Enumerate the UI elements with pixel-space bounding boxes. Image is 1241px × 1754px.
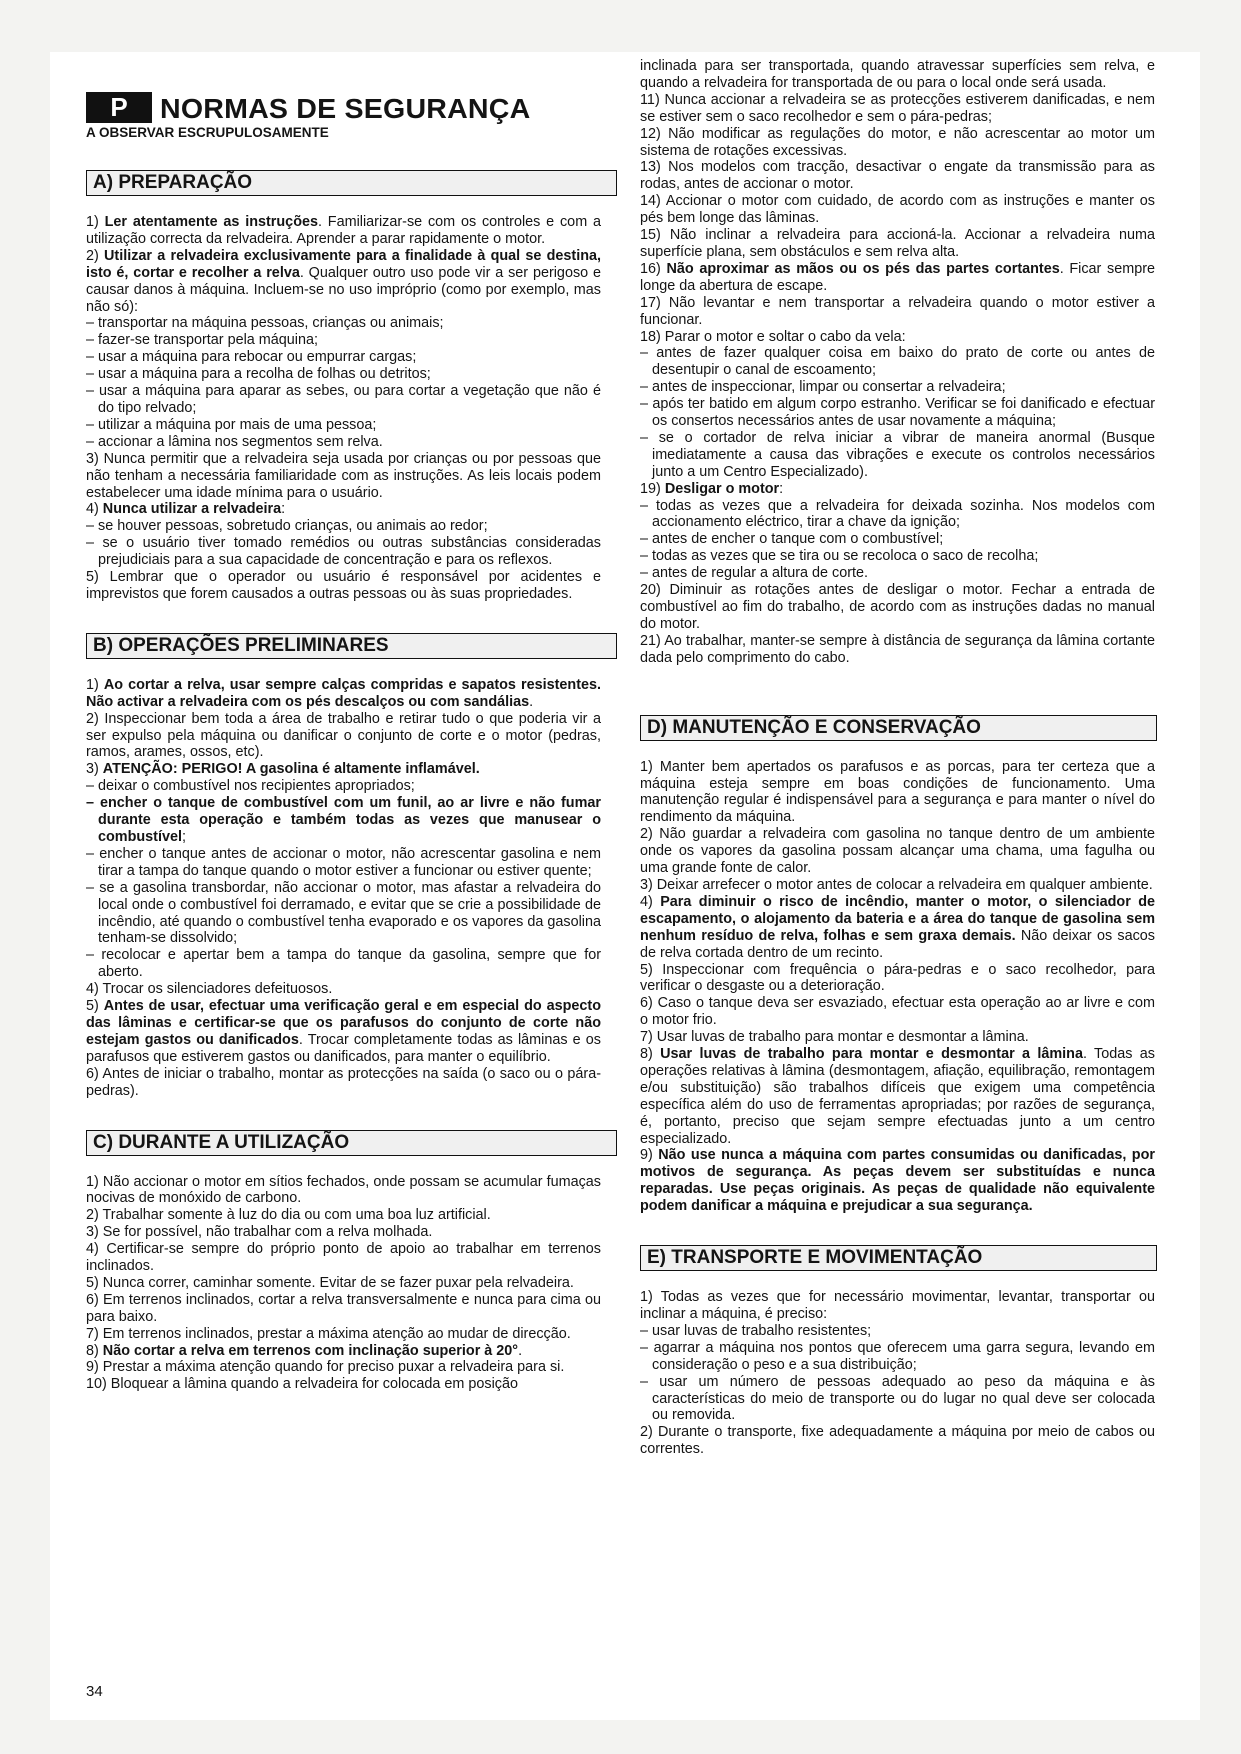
paragraph: 3) Nunca permitir que a relvadeira seja usada por crianças ou por pessoas que não tenham a necessária familiaridade com as instruções. As leis locais podem estabelecer uma idade mínima para o usuário. <box>86 450 601 501</box>
paragraph: 4) Trocar os silenciadores defeituosos. <box>86 981 333 998</box>
section-b-body <box>86 677 601 1100</box>
list-item: – usar a máquina para a recolha de folhas ou detritos; <box>86 366 431 383</box>
paragraph: 12) Não modificar as regulações do motor, e não acrescentar ao motor um sistema de rotações excessivas. <box>640 125 1155 159</box>
paragraph: 2) Trabalhar somente à luz do dia ou com uma boa luz artificial. <box>86 1207 491 1224</box>
paragraph: 8) Usar luvas de trabalho para montar e desmontar a lâmina. Todas as operações relativas à lâmina (desmontagem, afiação, equilibração, remontagem e/ou substituição) são trabalhos difíceis que exigem uma competência específica além do uso de ferramentas apropriadas; por razões de segurança, é, portanto, preciso que sejam sempre efectuadas junto a um centro especializado. <box>640 1046 1155 1147</box>
section-e-heading: E) TRANSPORTE E MOVIMENTAÇÃO <box>640 1245 1157 1271</box>
paragraph: 1) Manter bem apertados os parafusos e as porcas, para ter certeza que a máquina esteja sempre em boas condições de funcionamento. Uma manutenção regular é indispensável para a segurança e para manter o nível do rendimento da máquina. <box>640 758 1155 826</box>
list-item: – agarrar a máquina nos pontos que oferecem uma garra segura, levando em consideração o peso e a sua distribuição; <box>640 1339 1155 1373</box>
paragraph: 18) Parar o motor e soltar o cabo da vela: <box>640 328 906 345</box>
list-item: – antes de fazer qualquer coisa em baixo do prato de corte ou antes de desentupir o canal de escoamento; <box>640 345 1155 379</box>
paragraph: 2) Utilizar a relvadeira exclusivamente para a finalidade à qual se destina, isto é, cortar e recolher a relva. Qualquer outro uso pode vir a ser perigoso e causar danos à máquina. Incluem-se no uso impróprio (como por exemplo, mas não só): <box>86 247 602 315</box>
paragraph: 20) Diminuir as rotações antes de desligar o motor. Fechar a entrada de combustível ao fim do trabalho, de acordo com as instruções dadas no manual do motor. <box>640 582 1155 632</box>
paragraph: 1) Ao cortar a relva, usar sempre calças compridas e sapatos resistentes. Não activar a relvadeira com os pés descalços ou com sandálias. <box>86 676 601 710</box>
page-number: 34 <box>86 1683 103 1700</box>
paragraph: 7) Em terrenos inclinados, prestar a máxima atenção ao mudar de direcção. <box>86 1325 571 1342</box>
paragraph: 1) Todas as vezes que for necessário movimentar, levantar, transportar ou inclinar a máquina, é preciso: <box>640 1289 1155 1322</box>
paragraph: 5) Antes de usar, efectuar uma verificação geral e em especial do aspecto das lâminas e certificar-se que os parafusos do conjunto de corte não estejam gastos ou danificados. Trocar completamente todas as lâminas e os parafusos que estiverem gastos ou danificados, para manter o equilíbrio. <box>86 998 601 1065</box>
paragraph: 11) Nunca accionar a relvadeira se as protecções estiverem danificadas, e nem se estiver sem o saco recolhedor e sem o pára-pedras; <box>640 91 1155 125</box>
list-item: – usar a máquina para rebocar ou empurrar cargas; <box>86 349 417 366</box>
list-item: – se houver pessoas, sobretudo crianças, ou animais ao redor; <box>86 518 488 535</box>
right-column <box>640 58 1156 1458</box>
section-c-heading: C) DURANTE A UTILIZAÇÃO <box>86 1130 617 1156</box>
list-item: – usar a máquina para aparar as sebes, ou para cortar a vegetação que não é do tipo relvado; <box>86 383 601 416</box>
list-item: – se a gasolina transbordar, não accionar o motor, mas afastar a relvadeira do local onde o combustível foi derramado, e evitar que se crie a possibilidade de incêndio, até quando o combustível tenha evaporado e os vapores da gasolina tenham-se dissolvido; <box>86 879 601 947</box>
list-item: – todas as vezes que se tira ou se recoloca o saco de recolha; <box>640 548 1039 565</box>
paragraph: 1) Ler atentamente as instruções. Familiarizar-se com os controles e com a utilização correcta da relvadeira. Aprender a parar rapidamente o motor. <box>86 214 601 247</box>
page-header <box>86 92 601 123</box>
list-item: – se o cortador de relva iniciar a vibrar de maneira anormal (Busque imediatamente a causa das vibrações e execute os controlos necessários junto a um Centro Especializado). <box>640 429 1155 480</box>
paragraph: 15) Não inclinar a relvadeira para accioná-la. Accionar a relvadeira numa superfície plana, sem obstáculos e sem relva alta. <box>640 227 1155 260</box>
paragraph: 2) Não guardar a relvadeira com gasolina no tanque dentro de um ambiente onde os vapores da gasolina possam alcançar uma chama, uma fagulha ou uma grande fonte de calor. <box>640 826 1155 877</box>
list-item: – antes de inspeccionar, limpar ou consertar a relvadeira; <box>640 379 1006 396</box>
manual-page <box>50 52 1200 1720</box>
list-item: – accionar a lâmina nos segmentos sem relva. <box>86 433 383 450</box>
section-c-continued <box>640 58 1155 667</box>
list-item: – após ter batido em algum corpo estranho. Verificar se foi danificado e efectuar os consertos necessários antes de usar novamente a máquina; <box>640 396 1155 430</box>
paragraph: 7) Usar luvas de trabalho para montar e desmontar a lâmina. <box>640 1029 1029 1046</box>
section-a-heading: A) PREPARAÇÃO <box>86 170 617 196</box>
paragraph: 2) Inspeccionar bem toda a área de trabalho e retirar tudo o que poderia vir a ser expulso pela máquina ou danificar o conjunto de corte e o motor (pedras, ramos, arames, ossos, etc). <box>86 710 601 761</box>
list-item: – encher o tanque antes de accionar o motor, não acrescentar gasolina e nem tirar a tampa do tanque quando o motor estiver a funcionar ou estiver quente; <box>86 845 601 879</box>
list-item: – deixar o combustível nos recipientes apropriados; <box>86 778 415 795</box>
paragraph: 16) Não aproximar as mãos ou os pés das partes cortantes. Ficar sempre longe da abertura de escape. <box>640 260 1155 294</box>
paragraph: 6) Caso o tanque deva ser esvaziado, efectuar esta operação ao ar livre e com o motor frio. <box>640 995 1155 1029</box>
paragraph: 21) Ao trabalhar, manter-se sempre à distância de segurança da lâmina cortante dada pelo comprimento do cabo. <box>640 632 1155 666</box>
paragraph: 13) Nos modelos com tracção, desactivar o engate da transmissão para as rodas, antes de accionar o motor. <box>640 159 1155 193</box>
paragraph: 5) Nunca correr, caminhar somente. Evitar de se fazer puxar pela relvadeira. <box>86 1274 574 1291</box>
paragraph: 8) Não cortar a relva em terrenos com inclinação superior à 20°. <box>86 1342 523 1359</box>
list-item: – antes de regular a altura de corte. <box>640 565 868 582</box>
paragraph: 1) Não accionar o motor em sítios fechados, onde possam se acumular fumaças nocivas de monóxido de carbono. <box>86 1173 601 1207</box>
paragraph: 19) Desligar o motor: <box>640 480 784 497</box>
paragraph: 2) Durante o transporte, fixe adequadamente a máquina por meio de cabos ou correntes. <box>640 1424 1155 1458</box>
list-item: – encher o tanque de combustível com um funil, ao ar livre e não fumar durante esta operação e também todas as vezes que manusear o combustível; <box>86 795 601 845</box>
paragraph: 6) Antes de iniciar o trabalho, montar as protecções na saída (o saco ou o pára-pedras). <box>86 1065 601 1099</box>
page-title: NORMAS DE SEGURANÇA <box>160 93 531 124</box>
section-d-heading: D) MANUTENÇÃO E CONSERVAÇÃO <box>640 715 1157 741</box>
section-a-body <box>86 214 601 603</box>
paragraph: 6) Em terrenos inclinados, cortar a relva transversalmente e nunca para cima ou para baixo. <box>86 1291 601 1325</box>
page-subtitle: A OBSERVAR ESCRUPULOSAMENTE <box>86 125 329 140</box>
paragraph: 9) Não use nunca a máquina com partes consumidas ou danificadas, por motivos de segurança. As peças devem ser substituídas e nunca reparadas. Use peças originais. As peças de qualidade não equivalente podem danificar a máquina e prejudicar a sua segurança. <box>640 1147 1155 1215</box>
section-e-body <box>640 1289 1155 1458</box>
list-item: – recolocar e apertar bem a tampa do tanque da gasolina, sempre que for aberto. <box>86 947 601 981</box>
paragraph: 4) Nunca utilizar a relvadeira: <box>86 501 286 518</box>
paragraph: 14) Accionar o motor com cuidado, de acordo com as instruções e manter os pés bem longe das lâminas. <box>640 193 1155 227</box>
left-column <box>86 92 601 1393</box>
section-d-body <box>640 759 1155 1215</box>
list-item: – fazer-se transportar pela máquina; <box>86 332 318 349</box>
list-item: – antes de encher o tanque com o combustível; <box>640 531 944 548</box>
paragraph: 3) Se for possível, não trabalhar com a relva molhada. <box>86 1224 433 1241</box>
list-item: – usar luvas de trabalho resistentes; <box>640 1322 872 1339</box>
list-item: – se o usuário tiver tomado remédios ou outras substâncias consideradas prejudiciais para a sua capacidade de concentração e para os reflexos. <box>86 535 601 569</box>
paragraph: 4) Para diminuir o risco de incêndio, manter o motor, o silenciador de escapamento, o alojamento da bateria e a área do tanque de gasolina sem nenhum resíduo de relva, folhas e sem graxa demais. Não deixar os sacos de relva cortada dentro de um recinto. <box>640 893 1156 961</box>
paragraph: 5) Lembrar que o operador ou usuário é responsável por acidentes e imprevistos que forem causados a outras pessoas ou às suas propriedades. <box>86 569 601 602</box>
section-b-heading: B) OPERAÇÕES PRELIMINARES <box>86 633 617 659</box>
language-badge: P <box>86 92 152 123</box>
paragraph: 10) Bloquear a lâmina quando a relvadeira for colocada em posição <box>86 1376 518 1393</box>
list-item: – transportar na máquina pessoas, crianças ou animais; <box>86 315 444 332</box>
paragraph: 9) Prestar a máxima atenção quando for preciso puxar a relvadeira para si. <box>86 1359 565 1376</box>
paragraph: 5) Inspeccionar com frequência o pára-pedras e o saco recolhedor, para verificar o desgaste ou a deterioração. <box>640 961 1155 995</box>
section-c-body <box>86 1174 601 1394</box>
paragraph: inclinada para ser transportada, quando atravessar superfícies sem relva, e quando a relvadeira for transportada de ou para o local onde será usada. <box>640 58 1155 91</box>
paragraph: 4) Certificar-se sempre do próprio ponto de apoio ao trabalhar em terrenos inclinados. <box>86 1241 601 1275</box>
paragraph: 3) ATENÇÃO: PERIGO! A gasolina é altamente inflamável. <box>86 761 480 778</box>
list-item: – usar um número de pessoas adequado ao peso da máquina e às características do meio de transporte ou do lugar no qual deve ser colocada ou removida. <box>640 1373 1155 1424</box>
list-item: – todas as vezes que a relvadeira for deixada sozinha. Nos modelos com accionamento eléctrico, tirar a chave da ignição; <box>640 497 1155 531</box>
paragraph: 17) Não levantar e nem transportar a relvadeira quando o motor estiver a funcionar. <box>640 294 1155 328</box>
paragraph: 3) Deixar arrefecer o motor antes de colocar a relvadeira em qualquer ambiente. <box>640 876 1153 893</box>
list-item: – utilizar a máquina por mais de uma pessoa; <box>86 416 377 433</box>
